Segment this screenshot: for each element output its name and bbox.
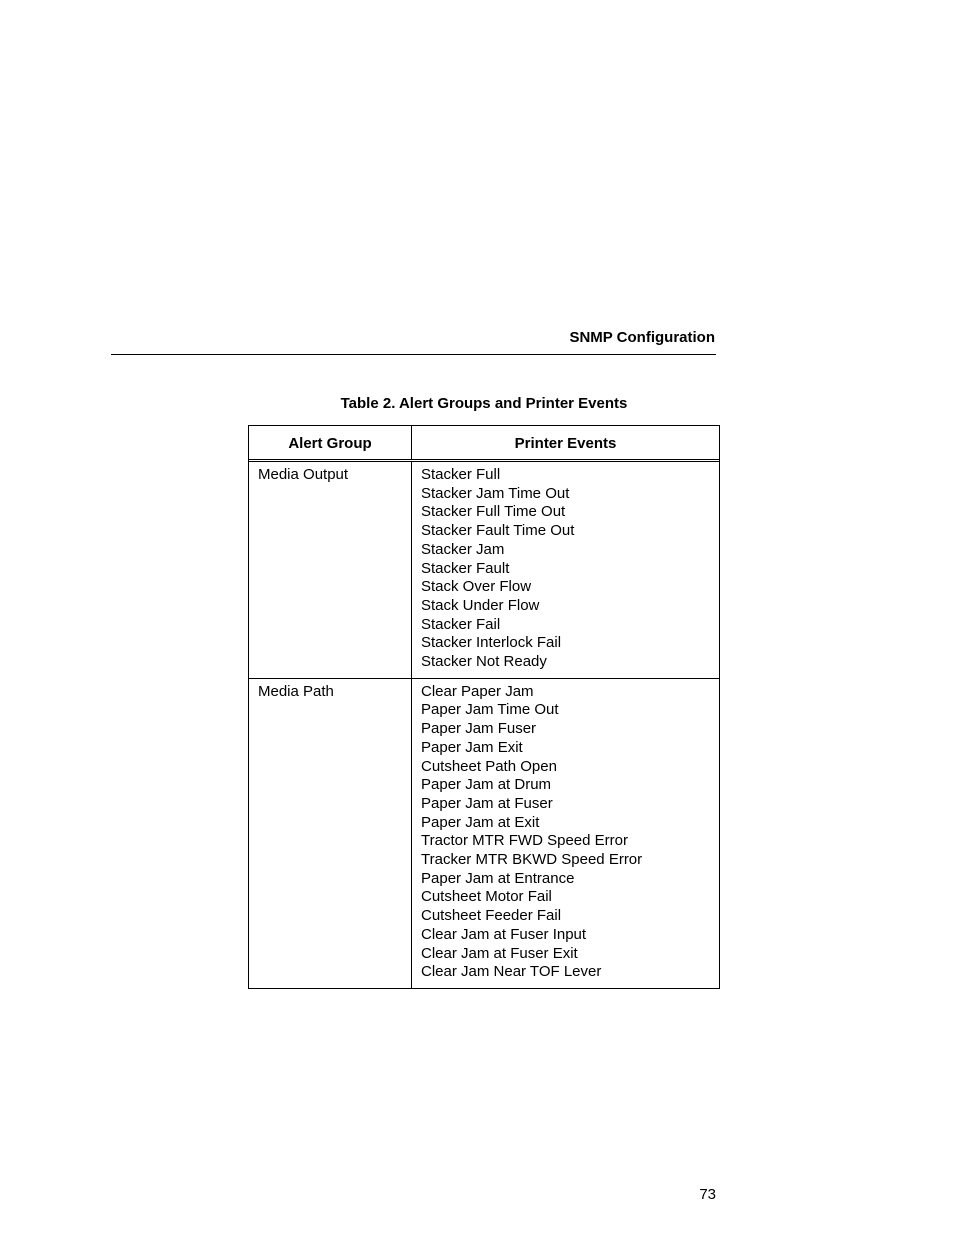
- printer-event-item: Tractor MTR FWD Speed Error: [421, 832, 628, 850]
- printer-event-item: Paper Jam at Entrance: [421, 869, 575, 887]
- printer-event-item: Clear Jam at Fuser Exit: [421, 944, 578, 962]
- alert-groups-table: [248, 425, 720, 989]
- table-header-row: [249, 426, 719, 462]
- printer-event-item: Stack Under Flow: [421, 596, 540, 614]
- printer-event-item: Stacker Fail: [421, 615, 501, 633]
- printer-event-item: Stacker Jam: [421, 540, 505, 558]
- printer-event-item: Clear Jam Near TOF Lever: [421, 963, 602, 981]
- printer-event-item: Stacker Not Ready: [421, 653, 547, 671]
- table-caption: Table 2. Alert Groups and Printer Events: [340, 395, 628, 412]
- printer-event-item: Paper Jam Fuser: [421, 720, 537, 738]
- table-row: [249, 462, 719, 678]
- printer-event-item: Clear Paper Jam: [421, 682, 534, 700]
- table-row: [249, 678, 719, 988]
- printer-event-item: Cutsheet Motor Fail: [421, 888, 552, 906]
- printer-event-item: Tracker MTR BKWD Speed Error: [421, 851, 643, 869]
- table-body: [249, 462, 719, 988]
- alert-group-cell: Media Path: [249, 679, 412, 988]
- printer-event-item: Cutsheet Path Open: [421, 757, 557, 775]
- printer-event-item: Paper Jam at Fuser: [421, 794, 553, 812]
- printer-event-item: Stacker Fault Time Out: [421, 522, 575, 540]
- running-header-title: SNMP Configuration: [569, 329, 715, 346]
- printer-event-item: Stacker Jam Time Out: [421, 484, 570, 502]
- header-rule: [111, 354, 716, 355]
- column-header-printer-events: Printer Events: [514, 434, 617, 452]
- printer-event-item: Stacker Full Time Out: [421, 503, 566, 521]
- printer-event-item: Stacker Interlock Fail: [421, 634, 562, 652]
- printer-event-item: Paper Jam Time Out: [421, 701, 559, 719]
- alert-group-cell: Media Output: [249, 462, 412, 678]
- printer-event-item: Cutsheet Feeder Fail: [421, 907, 562, 925]
- column-header-alert-group: Alert Group: [249, 426, 412, 459]
- printer-event-item: Stacker Fault: [421, 559, 510, 577]
- printer-events-cell: [412, 679, 719, 988]
- printer-event-item: Stack Over Flow: [421, 578, 532, 596]
- printer-event-item: Paper Jam Exit: [421, 738, 523, 756]
- printer-events-cell: [412, 462, 719, 678]
- printer-event-item: Stacker Full: [421, 466, 501, 483]
- page-number: 73: [699, 1186, 716, 1203]
- printer-event-item: Paper Jam at Exit: [421, 813, 540, 831]
- printer-event-item: Clear Jam at Fuser Input: [421, 925, 587, 943]
- printer-event-item: Paper Jam at Drum: [421, 776, 552, 794]
